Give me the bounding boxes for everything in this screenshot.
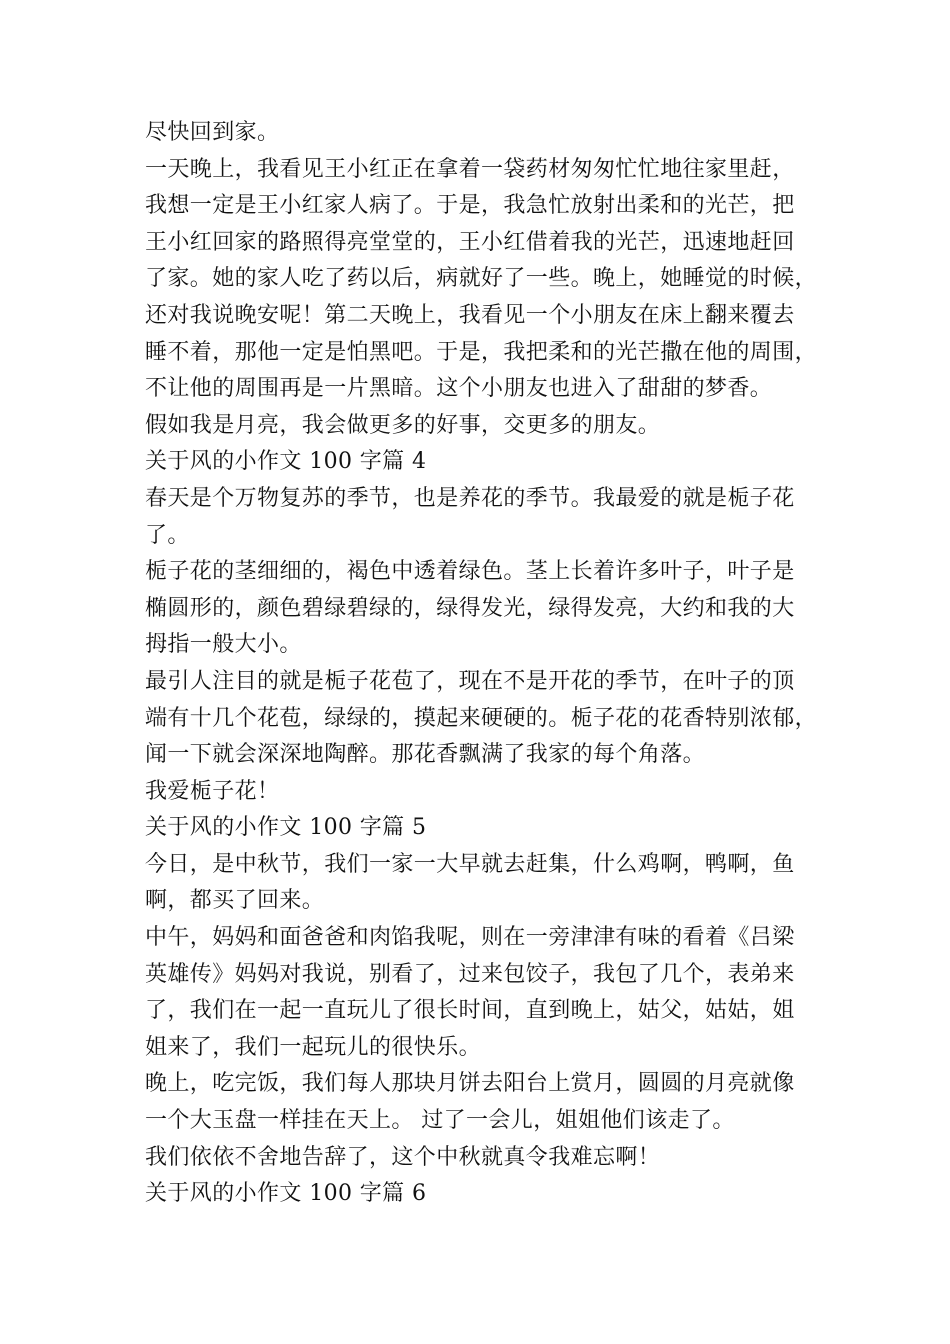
text-line: 栀子花的茎细细的，褐色中透着绿色。茎上长着许多叶子，叶子是 xyxy=(145,559,795,585)
text-line: 一个大玉盘一样挂在天上。 过了一会儿，姐姐他们该走了。 xyxy=(145,1108,735,1134)
text-line: 中午，妈妈和面爸爸和肉馅我呢，则在一旁津津有味的看着《吕梁 xyxy=(145,925,795,951)
section-heading: 关于风的小作文 100 字篇 4 xyxy=(145,449,427,475)
text-line: 我想一定是王小红家人病了。于是，我急忙放射出柔和的光芒，把 xyxy=(145,193,795,219)
text-line: 了，我们在一起一直玩儿了很长时间，直到晚上，姑父，姑姑，姐 xyxy=(145,998,795,1024)
text-line: 我爱栀子花！ xyxy=(145,778,280,804)
text-line: 睡不着，那他一定是怕黑吧。于是，我把柔和的光芒撒在他的周围， xyxy=(145,339,818,365)
document-body xyxy=(145,115,830,1213)
text-line: 一天晚上，我看见王小红正在拿着一袋药材匆匆忙忙地往家里赶， xyxy=(145,156,795,182)
text-line: 英雄传》妈妈对我说，别看了，过来包饺子，我包了几个，表弟来 xyxy=(145,961,795,987)
text-line: 我们依依不舍地告辞了，这个中秋就真令我难忘啊！ xyxy=(145,1144,661,1170)
text-line: 王小红回家的路照得亮堂堂的，王小红借着我的光芒，迅速地赶回 xyxy=(145,229,795,255)
text-line: 啊，都买了回来。 xyxy=(145,888,325,914)
text-line: 假如我是月亮，我会做更多的好事，交更多的朋友。 xyxy=(145,412,661,438)
text-line: 还对我说晚安呢！第二天晚上，我看见一个小朋友在床上翻来覆去 xyxy=(145,302,795,328)
text-line: 不让他的周围再是一片黑暗。这个小朋友也进入了甜甜的梦香。 xyxy=(145,376,773,402)
text-line: 椭圆形的，颜色碧绿碧绿的，绿得发光，绿得发亮，大约和我的大 xyxy=(145,595,795,621)
section-heading: 关于风的小作文 100 字篇 6 xyxy=(145,1181,427,1207)
text-line: 闻一下就会深深地陶醉。那花香飘满了我家的每个角落。 xyxy=(145,742,706,768)
text-line: 晚上，吃完饭，我们每人那块月饼去阳台上赏月，圆圆的月亮就像 xyxy=(145,1071,795,1097)
text-line: 今日，是中秋节，我们一家一大早就去赶集，什么鸡啊，鸭啊，鱼 xyxy=(145,851,795,877)
text-line: 春天是个万物复苏的季节，也是养花的季节。我最爱的就是栀子花 xyxy=(145,485,795,511)
text-line: 尽快回到家。 xyxy=(145,120,280,145)
text-line: 了。 xyxy=(145,522,190,548)
text-line: 姐来了，我们一起玩儿的很快乐。 xyxy=(145,1034,482,1060)
text-line: 拇指一般大小。 xyxy=(145,632,302,658)
section-heading: 关于风的小作文 100 字篇 5 xyxy=(145,815,427,841)
text-line: 了家。她的家人吃了药以后，病就好了一些。晚上，她睡觉的时候， xyxy=(145,266,818,292)
text-line: 端有十几个花苞，绿绿的，摸起来硬硬的。栀子花的花香特别浓郁， xyxy=(145,705,818,731)
text-line: 最引人注目的就是栀子花苞了，现在不是开花的季节，在叶子的顶 xyxy=(145,668,795,694)
